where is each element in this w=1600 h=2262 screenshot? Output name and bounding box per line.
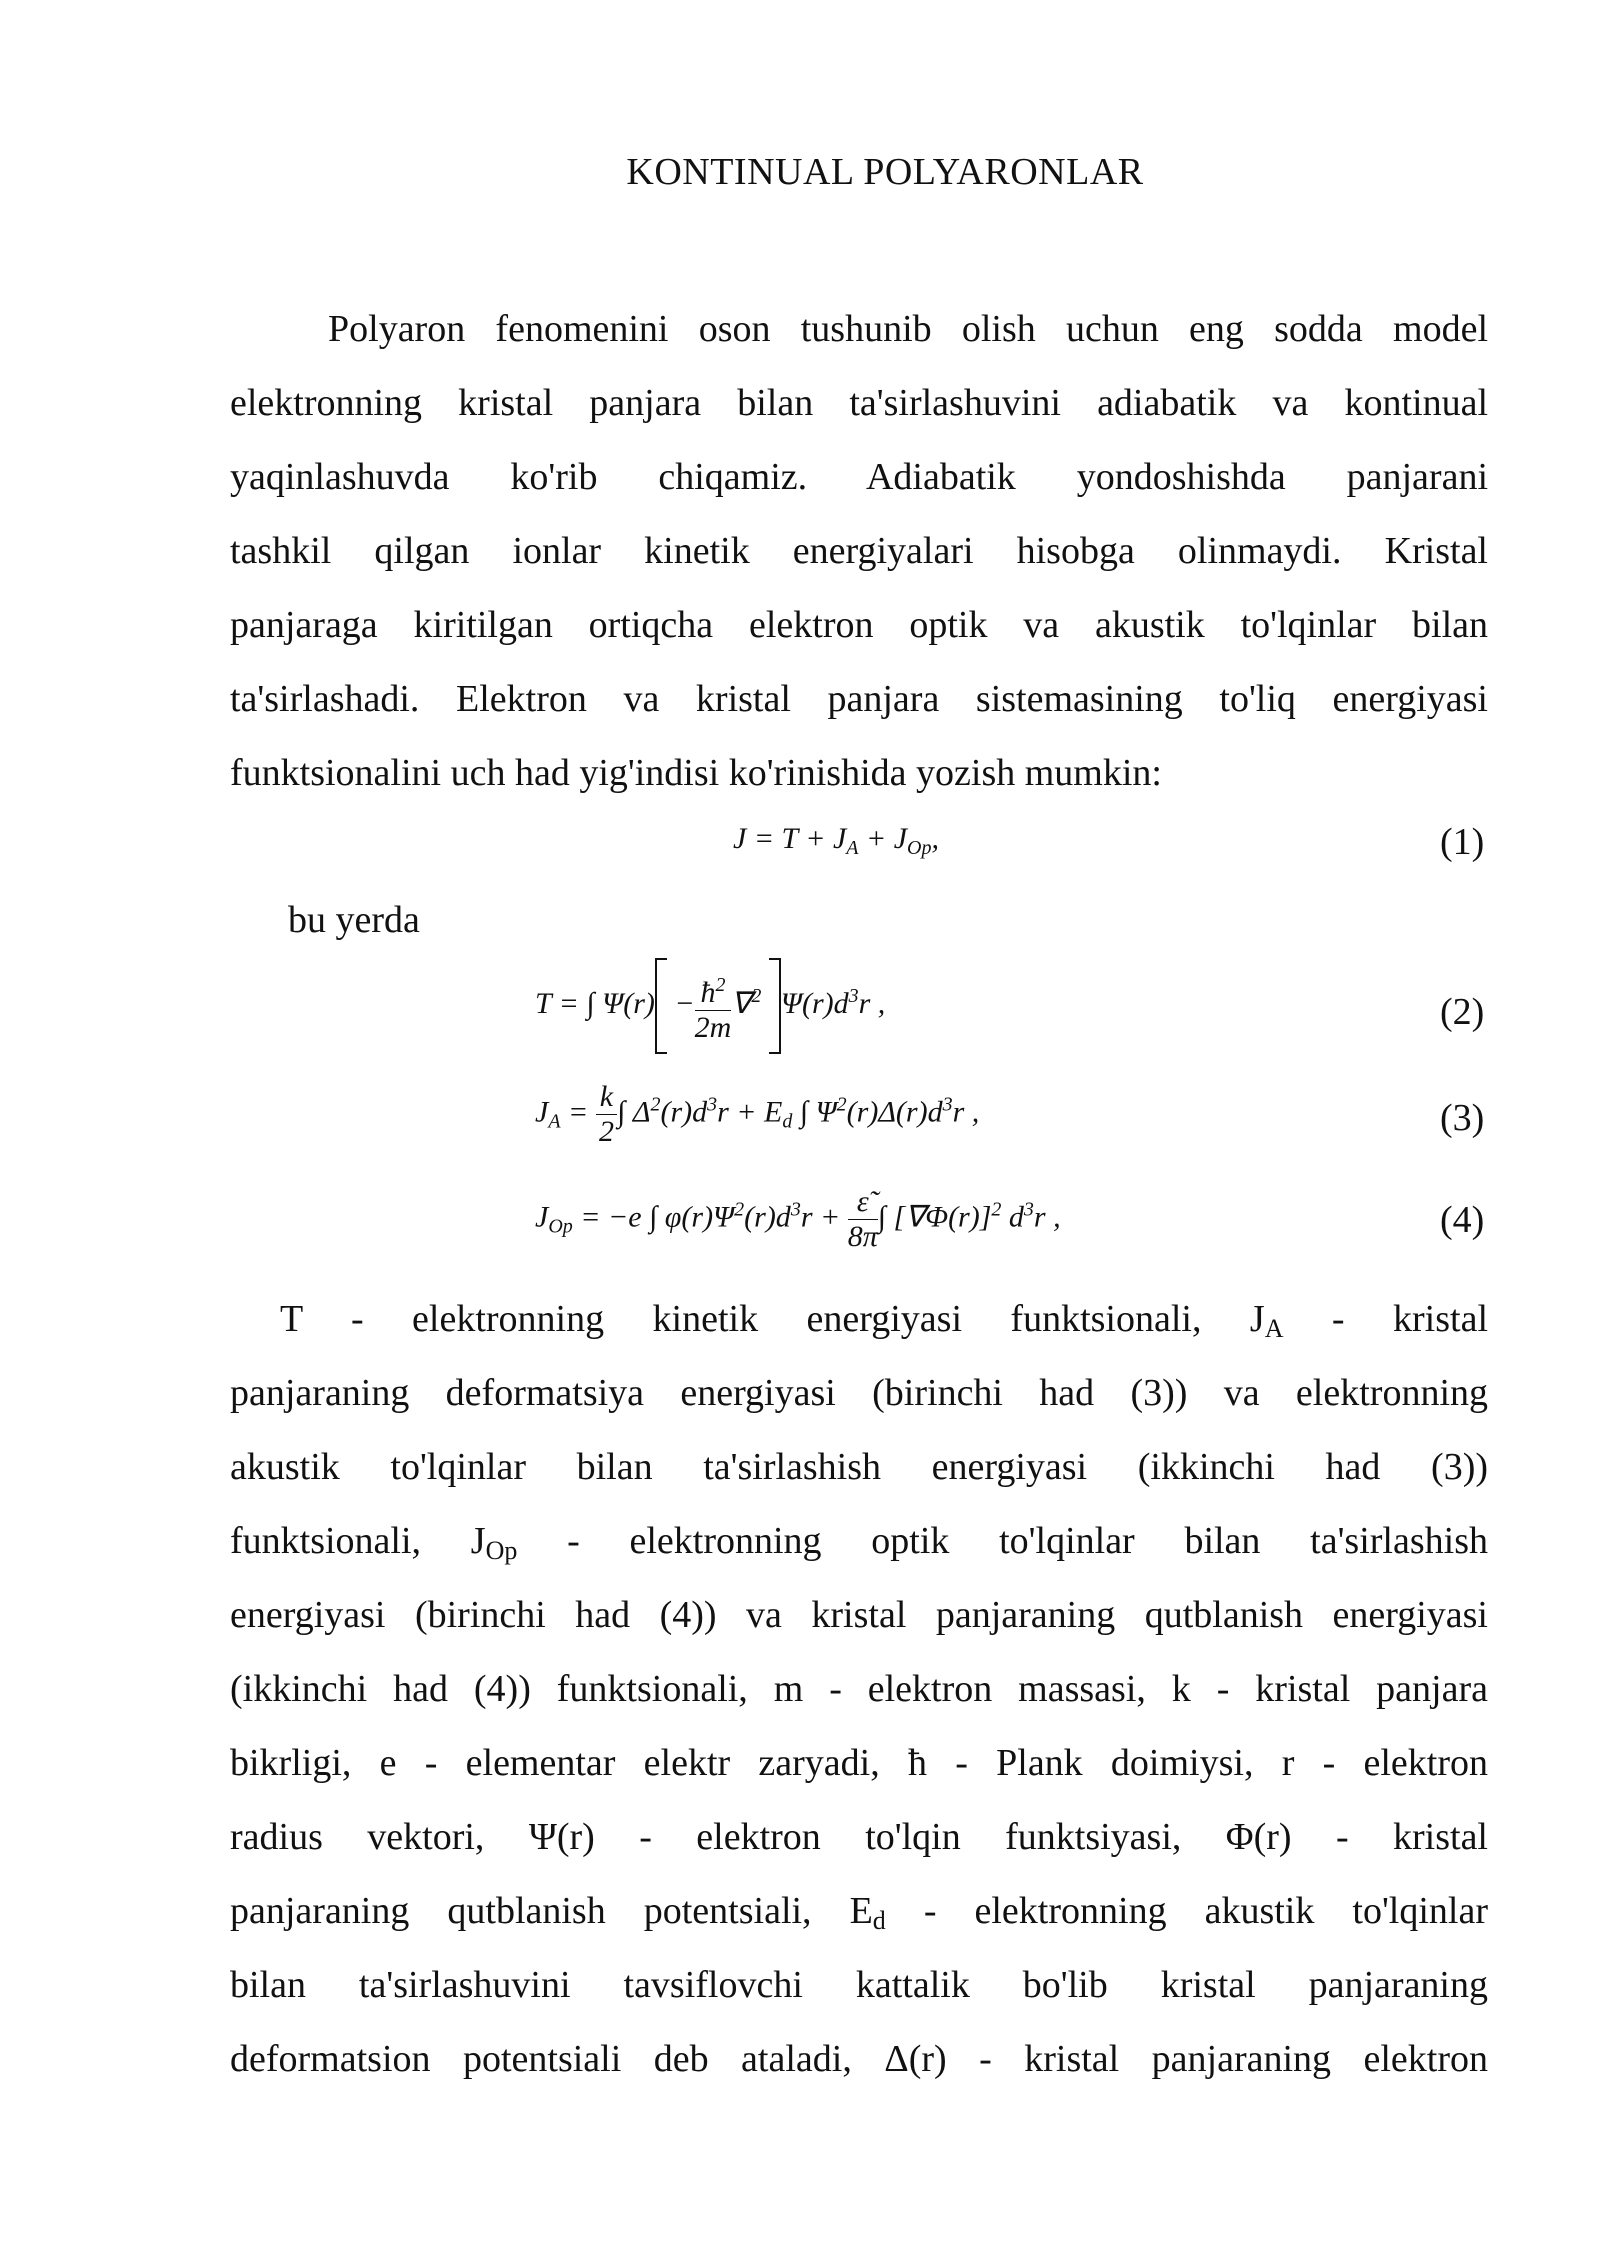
equation-number-2: (2) <box>1440 991 1485 1033</box>
paragraph-intro <box>230 292 1488 810</box>
text-line: tashkil qilgan ionlar kinetik energiyalari hisobga olinmaydi. Kristal <box>230 530 1488 572</box>
text-line: deformatsion potentsiali deb ataladi, Δ(r) - kristal panjaraning elektron <box>230 2038 1488 2080</box>
text-line: funktsionali, $J_{Op}$ - elektronning optik to'lqinlar bilan ta'sirlashish <box>230 1520 1488 1565</box>
equation-2: T = ∫ Ψ(r) − $\frac{ħ^2}{2m}$ ∇$^2$ $\Psi(r)d^3r$ , <box>535 958 885 1054</box>
bu-yerda-label: bu yerda <box>288 899 420 941</box>
paragraph-definitions <box>230 1282 1488 2096</box>
text-line: energiyasi (birinchi had (4)) va kristal panjaraning qutblanish energiyasi <box>230 1594 1488 1636</box>
text-line: panjaraga kiritilgan ortiqcha elektron optik va akustik to'lqinlar bilan <box>230 604 1488 646</box>
equation-number-1: (1) <box>1440 821 1485 863</box>
text-line: bikrligi, e - elementar elektr zaryadi, ħ - Plank doimiysi, r - elektron <box>230 1742 1488 1784</box>
equation-number-3: (3) <box>1440 1097 1485 1139</box>
text-line: funktsionalini uch had yig'indisi ko'rinishida yozish mumkin: <box>230 752 1162 794</box>
equation-1: $J = T + J_A + J_{Op}$, <box>733 822 939 859</box>
equation-4: $J_{Op} = -e$ ∫ $\varphi(r)\Psi^2(r)d^3r$ + $\frac{\varepsiloñ}{8\pi}$ ∫ $[\nabla\Phi(r)]^2$ $d^3r$ , <box>535 1185 1061 1253</box>
text-line: yaqinlashuvda ko'rib chiqamiz. Adiabatik yondoshishda panjarani <box>230 456 1488 498</box>
text-line: (ikkinchi had (4)) funktsionali, m - elektron massasi, k - kristal panjara <box>230 1668 1488 1710</box>
text-line: bilan ta'sirlashuvini tavsiflovchi kattalik bo'lib kristal panjaraning <box>230 1964 1488 2006</box>
equation-3: $J_A$ = $\frac{k}{2}$ ∫ $\Delta^2(r)d^3r + E_d$ ∫ $\Psi^2(r)\Delta(r)d^3r$ , <box>535 1080 980 1148</box>
text-line: akustik to'lqinlar bilan ta'sirlashish energiyasi (ikkinchi had (3)) <box>230 1446 1488 1488</box>
equation-number-4: (4) <box>1440 1199 1485 1241</box>
page-title: KONTINUAL POLYARONLAR <box>626 151 1144 193</box>
text-line: panjaraning deformatsiya energiyasi (birinchi had (3)) va elektronning <box>230 1372 1488 1414</box>
text-line: ta'sirlashadi. Elektron va kristal panjara sistemasining to'liq energiyasi <box>230 678 1488 720</box>
text-line: T - elektronning kinetik energiyasi funktsionali, $J_A$ - kristal <box>280 1298 1488 1343</box>
text-line: elektronning kristal panjara bilan ta'sirlashuvini adiabatik va kontinual <box>230 382 1488 424</box>
text-line: panjaraning qutblanish potentsiali, $E_d$ - elektronning akustik to'lqinlar <box>230 1890 1488 1935</box>
text-line: radius vektori, Ψ(r) - elektron to'lqin funktsiyasi, Φ(r) - kristal <box>230 1816 1488 1858</box>
text-line: Polyaron fenomenini oson tushunib olish uchun eng sodda model <box>328 308 1488 350</box>
